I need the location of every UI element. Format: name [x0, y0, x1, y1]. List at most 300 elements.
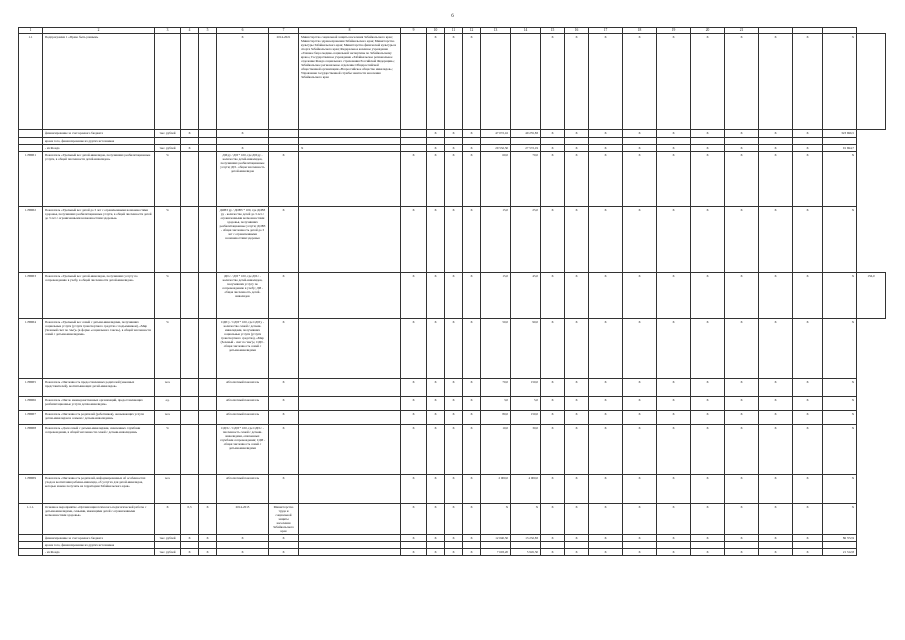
table-cell: Основное мероприятие «Организация психолого-педагогической работы с детьми-инвалидами, семьями, имеющими детей с ограниченными возможностями здоровья»	[43, 504, 155, 535]
table-cell: X	[657, 152, 691, 207]
table-cell: X	[427, 549, 445, 556]
table-cell: 1.НПП2	[19, 207, 43, 273]
table-cell: X	[657, 411, 691, 425]
table-cell	[759, 138, 793, 145]
table-cell: X	[463, 549, 481, 556]
table-cell: X	[589, 319, 623, 379]
table-cell: %	[155, 319, 181, 379]
table-cell	[19, 549, 43, 556]
table-cell: X	[657, 475, 691, 504]
table-cell: СДИ у / СДИ * 100, где СДИ у - количество семей с детьми-инвалидами, получивших социальные услуги (услуги транспортного средства), «Мир (Зеленый - свет по 'мы')»; СДИ - общая численность семей с детьми-инвалидами	[217, 319, 269, 379]
table-cell: X	[823, 411, 857, 425]
table-cell: X	[463, 379, 481, 397]
table-cell	[199, 397, 217, 411]
table-cell	[401, 34, 427, 130]
table-cell: X	[691, 145, 725, 152]
table-cell: X	[445, 319, 463, 379]
table-cell: X	[541, 475, 565, 504]
table-cell: X	[725, 549, 759, 556]
table-cell: Показатель «Удельный вес детей-инвалидов, получивших услугу по сопровождению в учебу, в общей численности детей-инвалидов»	[43, 273, 155, 319]
table-cell	[823, 138, 857, 145]
table-cell: X	[691, 34, 725, 130]
table-cell: X	[269, 319, 299, 379]
table-cell: X	[691, 379, 725, 397]
table-cell: X	[541, 34, 565, 130]
table-cell: X	[463, 475, 481, 504]
table-cell: X	[445, 425, 463, 475]
table-cell	[181, 207, 199, 273]
table-cell	[155, 138, 181, 145]
table-cell: X	[823, 34, 857, 130]
table-cell: ДИ ру / ДИ * 100, где ДИ ру - количество детей-инвалидов, получивших реабилитационные услуги; ДИ - общая численность детей-инвалидов	[217, 152, 269, 207]
table-cell: X	[217, 130, 269, 138]
table-cell: 1.НПП4	[19, 319, 43, 379]
table-cell: Абсолютный показатель	[217, 475, 269, 504]
table-cell: X	[445, 207, 463, 273]
table-cell	[623, 138, 657, 145]
table-cell: 91 694,7	[823, 145, 857, 152]
table-cell: X	[199, 504, 217, 535]
table-cell: X	[623, 397, 657, 411]
table-cell: X	[427, 397, 445, 411]
header-cell: 11	[445, 28, 463, 34]
table-cell: 2014-2015	[217, 504, 269, 535]
table-cell	[299, 152, 401, 207]
table-cell: X	[725, 397, 759, 411]
table-cell: X	[401, 411, 427, 425]
header-cell: 14	[511, 28, 541, 34]
table-cell: 29 532,50	[481, 145, 511, 152]
table-cell: X	[725, 130, 759, 138]
table-cell: X	[725, 379, 759, 397]
table-cell: X	[565, 535, 589, 542]
table-cell: X	[463, 535, 481, 542]
table-cell: X	[217, 34, 269, 130]
table-cell: X	[657, 130, 691, 138]
table-cell: X	[589, 379, 623, 397]
table-cell: Абсолютный показатель	[217, 411, 269, 425]
table-row	[19, 319, 886, 379]
table-cell: X	[565, 425, 589, 475]
table-cell: X	[691, 152, 725, 207]
table-cell: Показатель «Удельный вес детей до 3 лет с ограниченными возможностями здоровья, получивших реабилитационные услуги, в общей численности детей до 3 лет с ограниченными возможностями здоровья»	[43, 207, 155, 273]
header-cell: 3	[155, 28, 181, 34]
table-cell: 3,0	[481, 397, 511, 411]
table-cell: X	[759, 504, 793, 535]
table-cell: X	[541, 397, 565, 411]
table-cell	[427, 138, 445, 145]
table-cell: X	[269, 549, 299, 556]
table-cell: X	[589, 425, 623, 475]
table-cell: X	[565, 475, 589, 504]
table-cell	[299, 475, 401, 504]
table-cell: X	[427, 379, 445, 397]
table-cell	[299, 411, 401, 425]
header-cell: 7	[269, 28, 299, 34]
table-cell: X	[401, 504, 427, 535]
table-cell	[199, 379, 217, 397]
table-cell: X	[541, 207, 565, 273]
table-cell: X	[565, 34, 589, 130]
table-cell	[401, 130, 427, 138]
table-cell: X	[691, 475, 725, 504]
table-cell: Министерство социальной защиты населения Забайкальского края; Министерство здравоохранения Забайкальского края; Министерство культуры Забайкальского края; Министерство физической культуры и спорта Забайкальского края; Федеральное казенное учреждение «Главное бюро медико-социальной экспертизы по Забайкальскому краю»; Государственное учреждение «Забайкальское региональное отделение Фонда социального страхования Российской Федерации»; Забайкальское региональное отделение Общероссийской общественной организации «Всероссийское общество инвалидов»; Управление государственной службы занятости населения Забайкальского края	[299, 34, 401, 130]
table-cell	[299, 504, 401, 535]
table-cell: X	[401, 152, 427, 207]
table-cell: X	[623, 379, 657, 397]
table-cell: 45,0	[511, 273, 541, 319]
table-row	[19, 34, 886, 130]
table-cell: X	[269, 207, 299, 273]
table-cell	[19, 542, 43, 549]
table-cell	[445, 138, 463, 145]
table-cell: Показатель «Удельный вес семей с детьми-инвалидами, получивших социальные услуги (услуги транспортного средства с подъемником), «Мир (Зеленый свет по 'мы')» (в форме «социального такси»), в общей численности семей с детьми-инвалидами»	[43, 319, 155, 379]
table-cell: X	[823, 273, 857, 319]
table-cell	[463, 138, 481, 145]
table-cell: чел.	[155, 379, 181, 397]
table-cell	[541, 138, 565, 145]
table-cell: 1.НПП3	[19, 273, 43, 319]
table-cell	[181, 138, 199, 145]
table-cell: X	[269, 425, 299, 475]
table-cell	[269, 130, 299, 138]
table-cell: X	[793, 145, 823, 152]
table-cell: X	[823, 425, 857, 475]
table-cell	[299, 397, 401, 411]
table-cell: X	[427, 425, 445, 475]
table-cell: 1.НПП5	[19, 379, 43, 397]
table-cell: 49 255,83	[511, 130, 541, 138]
table-cell: 4 000,0	[511, 475, 541, 504]
table-cell: 1.НПП1	[19, 152, 43, 207]
table-cell: X	[463, 504, 481, 535]
table-cell: 47 072,16	[481, 130, 511, 138]
table-cell: X	[589, 549, 623, 556]
table-cell: 10,0	[481, 425, 511, 475]
table-cell: ед.	[155, 397, 181, 411]
table-cell: X	[401, 397, 427, 411]
header-cell: 12	[463, 28, 481, 34]
table-cell: - из Фонда	[43, 145, 155, 152]
table-cell: 7 603,20	[481, 549, 511, 556]
table-cell	[823, 542, 857, 549]
table-row	[19, 504, 886, 535]
table-cell: X	[155, 504, 181, 535]
table-cell	[199, 152, 217, 207]
table-cell: X	[181, 145, 199, 152]
table-cell: X	[691, 273, 725, 319]
table-cell: X	[589, 535, 623, 542]
table-cell: X	[463, 319, 481, 379]
table-cell	[793, 138, 823, 145]
table-cell	[657, 542, 691, 549]
table-row	[19, 535, 886, 542]
table-row	[19, 207, 886, 273]
table-cell	[199, 542, 217, 549]
table-cell: X	[759, 207, 793, 273]
table-cell: X	[269, 379, 299, 397]
table-cell	[857, 34, 886, 130]
table-cell: X	[793, 425, 823, 475]
table-cell	[463, 542, 481, 549]
table-cell	[181, 379, 199, 397]
header-cell: 5	[199, 28, 217, 34]
table-cell: X	[481, 504, 511, 535]
table-cell: X	[181, 549, 199, 556]
table-cell: X	[759, 145, 793, 152]
table-cell: 5 945,50	[511, 549, 541, 556]
table-cell: X	[657, 273, 691, 319]
table-cell: - из Фонда	[43, 549, 155, 556]
table-cell: кроме того, финансирование из других источников	[43, 138, 155, 145]
table-cell	[199, 273, 217, 319]
table-cell	[19, 535, 43, 542]
table-cell	[199, 475, 217, 504]
table-cell: X	[657, 397, 691, 411]
table-cell: X	[427, 145, 445, 152]
table-cell: X	[759, 130, 793, 138]
table-cell: X	[269, 475, 299, 504]
table-cell: X	[793, 34, 823, 130]
table-cell: X	[401, 549, 427, 556]
table-cell: X	[623, 535, 657, 542]
table-cell	[181, 34, 199, 130]
table-cell: 15,0	[481, 207, 511, 273]
table-cell: X	[565, 397, 589, 411]
table-cell: 323 696,5	[823, 130, 857, 138]
table-cell: X	[181, 535, 199, 542]
table-cell: чел.	[155, 411, 181, 425]
table-cell	[445, 542, 463, 549]
table-cell	[511, 138, 541, 145]
table-cell: X	[565, 207, 589, 273]
table-cell	[181, 425, 199, 475]
table-cell: X	[541, 504, 565, 535]
table-cell: X	[565, 504, 589, 535]
table-cell: X	[823, 379, 857, 397]
table-row	[19, 397, 886, 411]
table-cell: X	[691, 411, 725, 425]
table-cell	[269, 542, 299, 549]
table-cell: финансирование за счет краевого бюджета	[43, 535, 155, 542]
table-cell: X	[463, 152, 481, 207]
table-cell: X	[401, 475, 427, 504]
table-cell	[269, 145, 299, 152]
table-cell: X	[463, 130, 481, 138]
table-cell: X	[623, 34, 657, 130]
table-cell	[299, 273, 401, 319]
table-cell: X	[427, 207, 445, 273]
table-cell: X	[199, 535, 217, 542]
table-cell: X	[823, 475, 857, 504]
table-cell: X	[657, 34, 691, 130]
table-cell: Показатель «Доля семей с детьми-инвалидами, охваченных службами сопровождения, в общей численности семей с детьми-инвалидами»	[43, 425, 155, 475]
table-row	[19, 138, 886, 145]
header-cell: 6	[217, 28, 269, 34]
table-cell: 1.1.1.	[19, 504, 43, 535]
table-cell: X	[725, 34, 759, 130]
table-cell	[19, 145, 43, 152]
table-cell: X	[463, 34, 481, 130]
table-cell: 30,0	[511, 425, 541, 475]
table-cell: X	[725, 152, 759, 207]
header-cell: 1	[19, 28, 43, 34]
table-cell: X	[427, 319, 445, 379]
table-cell: X	[445, 379, 463, 397]
table-cell: X	[823, 152, 857, 207]
table-cell: X	[589, 411, 623, 425]
table-cell: X	[759, 273, 793, 319]
table-cell: X	[657, 504, 691, 535]
table-cell: X	[589, 152, 623, 207]
table-cell: 0,3	[181, 504, 199, 535]
table-cell	[299, 130, 401, 138]
table-cell	[199, 138, 217, 145]
table-cell: X	[589, 475, 623, 504]
table-cell: X	[463, 207, 481, 273]
table-cell: X	[823, 207, 857, 273]
table-cell: X	[623, 207, 657, 273]
table-cell: X	[691, 319, 725, 379]
table-cell: X	[589, 130, 623, 138]
table-cell: X	[463, 397, 481, 411]
table-cell	[589, 542, 623, 549]
table-cell	[199, 207, 217, 273]
table-cell: X	[445, 411, 463, 425]
table-cell: 15,0	[481, 273, 511, 319]
table-cell	[299, 542, 401, 549]
table-cell	[759, 542, 793, 549]
table-cell: X	[725, 504, 759, 535]
table-cell	[299, 549, 401, 556]
table-cell	[199, 425, 217, 475]
table-cell: 90,0	[511, 319, 541, 379]
table-cell: X	[725, 145, 759, 152]
table-cell: X	[427, 130, 445, 138]
table-cell	[181, 411, 199, 425]
table-cell	[427, 542, 445, 549]
table-cell: 5,0	[511, 397, 541, 411]
table-cell: X	[565, 411, 589, 425]
header-cell: 16	[565, 28, 589, 34]
table-cell: ДИ с / ДИ * 100, где ДИ с - количество детей-инвалидов, получивших услугу по сопровождению в учебу; ДИ - общая численность детей-инвалидов	[217, 273, 269, 319]
table-cell: Абсолютный показатель	[217, 397, 269, 411]
table-cell	[199, 145, 217, 152]
table-cell: X	[565, 549, 589, 556]
table-cell: X	[793, 549, 823, 556]
header-cell: 2	[43, 28, 155, 34]
table-cell: X	[463, 411, 481, 425]
table-cell: X	[623, 549, 657, 556]
table-cell	[565, 542, 589, 549]
table-cell: X	[463, 273, 481, 319]
table-cell: X	[269, 411, 299, 425]
table-cell: X	[589, 207, 623, 273]
table-cell: 27 572,19	[511, 145, 541, 152]
header-cell: 20	[691, 28, 725, 34]
table-cell: X	[759, 475, 793, 504]
table-cell: 13 232,83	[511, 535, 541, 542]
table-cell: X	[793, 475, 823, 504]
header-cell: 8	[299, 28, 401, 34]
table-cell	[181, 475, 199, 504]
table-cell: X	[427, 475, 445, 504]
header-cell: 9	[401, 28, 427, 34]
table-cell: X	[759, 397, 793, 411]
table-cell: X	[427, 34, 445, 130]
table-cell	[691, 138, 725, 145]
table-cell: X	[691, 549, 725, 556]
table-row	[19, 145, 886, 152]
table-cell	[181, 542, 199, 549]
table-cell: чел.	[155, 475, 181, 504]
table-row	[19, 549, 886, 556]
header-cell: 21	[725, 28, 759, 34]
table-cell	[155, 542, 181, 549]
table-cell: тыс. рублей	[155, 145, 181, 152]
table-cell	[199, 319, 217, 379]
table-cell: X	[623, 152, 657, 207]
table-cell: X	[759, 425, 793, 475]
table-cell	[181, 152, 199, 207]
table-cell: X	[445, 152, 463, 207]
header-cell: 17	[589, 28, 623, 34]
table-cell: 1.1	[19, 34, 43, 130]
table-cell: тыс. рублей	[155, 535, 181, 542]
table-cell: X	[691, 207, 725, 273]
table-cell: X	[445, 475, 463, 504]
table-cell	[199, 411, 217, 425]
table-cell: кроме того, финансирование из других источников	[43, 542, 155, 549]
table-cell	[181, 319, 199, 379]
table-cell: X	[541, 379, 565, 397]
table-cell: X	[445, 549, 463, 556]
table-cell: X	[657, 379, 691, 397]
table-cell: X	[623, 411, 657, 425]
table-cell: X	[793, 397, 823, 411]
table-cell: тыс. рублей	[155, 130, 181, 138]
table-cell: Показатель «Численность родителей (работников), оказывающих услуги детям-инвалидам и семьям с детьми-инвалидами»	[43, 411, 155, 425]
header-cell: 15	[541, 28, 565, 34]
table-cell	[623, 542, 657, 549]
table-cell: X	[657, 425, 691, 475]
table-cell: X	[427, 152, 445, 207]
table-cell: X	[623, 319, 657, 379]
table-cell	[725, 138, 759, 145]
table-cell: X	[725, 207, 759, 273]
table-cell: X	[657, 549, 691, 556]
table-cell: X	[793, 130, 823, 138]
table-cell: X	[427, 273, 445, 319]
table-cell: X	[691, 535, 725, 542]
table-cell: X	[565, 145, 589, 152]
table-cell	[589, 138, 623, 145]
table-cell: X	[541, 145, 565, 152]
table-cell: 156,0	[857, 273, 886, 319]
table-cell: Показатель «Численность родителей, информированных об особенностях ухода и воспитания ребенка-инвалида, об услугах для детей-инвалидов, которые можно получить на территории Забайкальского края»	[43, 475, 155, 504]
header-cell: 19	[657, 28, 691, 34]
table-cell: X	[541, 152, 565, 207]
table-cell: 60,0	[481, 152, 511, 207]
table-cell: X	[217, 535, 269, 542]
table-row	[19, 411, 886, 425]
table-cell: X	[401, 535, 427, 542]
table-cell	[199, 34, 217, 130]
table-cell: X	[793, 273, 823, 319]
table-cell: X	[445, 504, 463, 535]
table-cell: X	[565, 130, 589, 138]
table-cell: X	[565, 319, 589, 379]
